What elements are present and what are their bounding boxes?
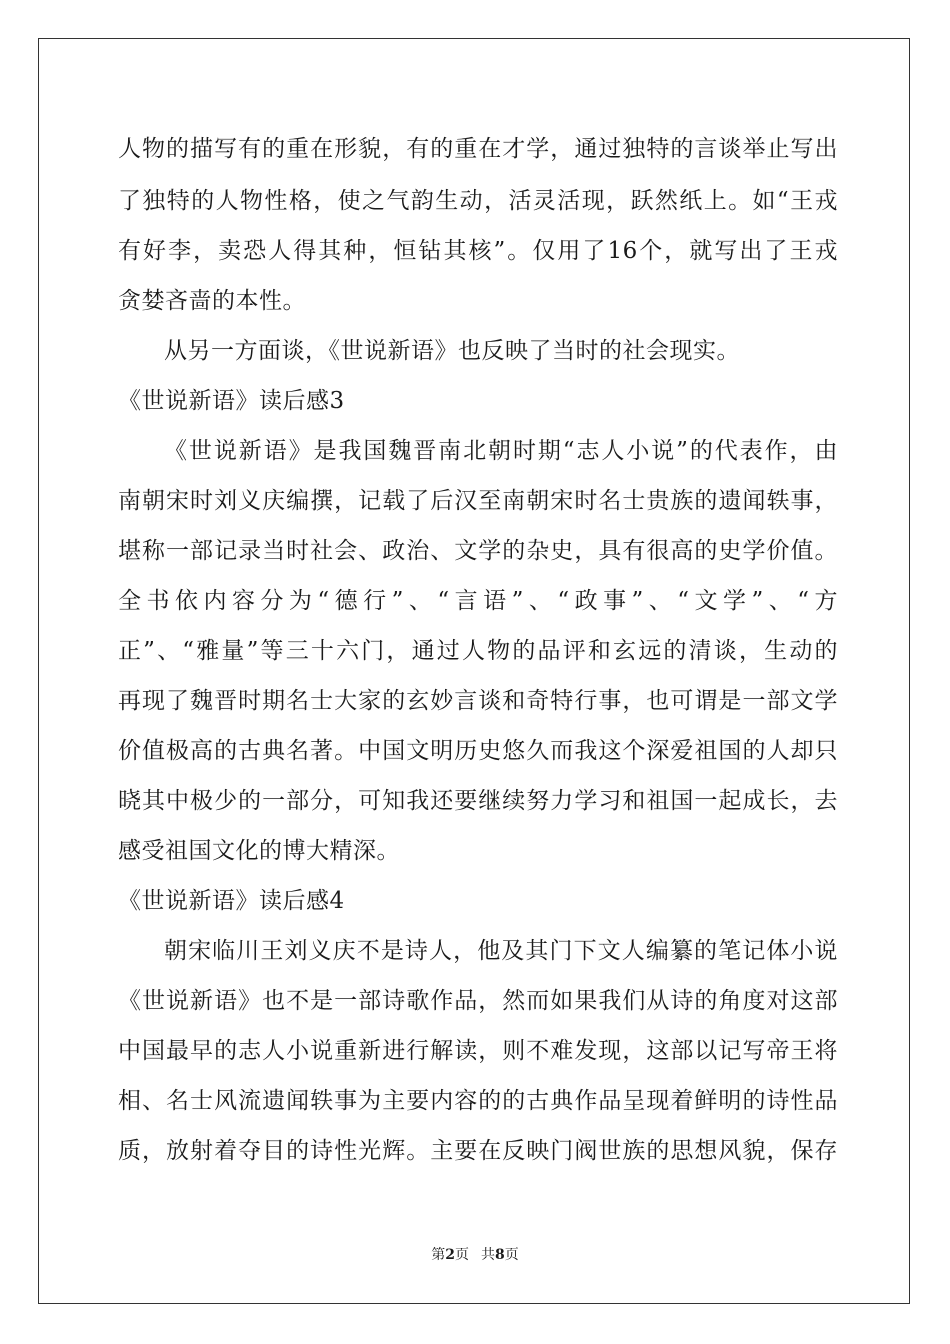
body-text-line: 南朝宋时刘义庆编撰，记载了后汉至南朝宋时名士贵族的遗闻轶事， — [118, 488, 838, 514]
body-text-line: 相、名士风流遗闻轶事为主要内容的的古典作品呈现着鲜明的诗性品 — [118, 1088, 838, 1114]
body-text-line: 正”、“雅量”等三十六门，通过人物的品评和玄远的清谈，生动的 — [118, 638, 838, 664]
body-text-line: 从另一方面谈，《世说新语》也反映了当时的社会现实。 — [164, 338, 740, 364]
footer-prefix: 第 — [431, 1247, 446, 1263]
body-text-line: 中国最早的志人小说重新进行解读，则不难发现，这部以记写帝王将 — [118, 1038, 838, 1064]
body-text-line: 有好李，卖恐人得其种，恒钻其核”。仅用了16个，就写出了王戎 — [118, 238, 838, 264]
body-text-line: 堪称一部记录当时社会、政治、文学的杂史，具有很高的史学价值。 — [118, 538, 838, 564]
body-text-line: 再现了魏晋时期名士大家的玄妙言谈和奇特行事，也可谓是一部文学 — [118, 688, 838, 714]
footer-page-suffix: 页 — [455, 1247, 469, 1263]
body-text-line: 晓其中极少的一部分，可知我还要继续努力学习和祖国一起成长，去 — [118, 788, 838, 814]
body-text-line: 《世说新语》也不是一部诗歌作品，然而如果我们从诗的角度对这部 — [118, 988, 838, 1014]
body-text-line: 全书依内容分为“德行”、“言语”、“政事”、“文学”、“方 — [118, 588, 838, 614]
body-text-line: 感受祖国文化的博大精深。 — [118, 838, 400, 864]
body-text-line: 了独特的人物性格，使之气韵生动，活灵活现，跃然纸上。如“王戎 — [118, 188, 838, 214]
body-text-line: 价值极高的古典名著。中国文明历史悠久而我这个深爱祖国的人却只 — [118, 738, 838, 764]
footer-total-prefix: 共 — [481, 1247, 495, 1263]
body-text-line: 朝宋临川王刘义庆不是诗人，他及其门下文人编纂的笔记体小说 — [164, 938, 838, 964]
current-page-number: 2 — [445, 1247, 455, 1263]
body-text-line: 《世说新语》是我国魏晋南北朝时期“志人小说”的代表作，由 — [164, 438, 838, 464]
footer-total-suffix: 页 — [504, 1247, 519, 1263]
section-heading: 《世说新语》读后感4 — [118, 888, 345, 914]
total-page-number: 8 — [495, 1247, 505, 1263]
page-footer — [0, 1246, 950, 1264]
body-text-line: 人物的描写有的重在形貌，有的重在才学，通过独特的言谈举止写出 — [118, 136, 838, 162]
body-text-line: 贪婪吝啬的本性。 — [118, 288, 306, 314]
section-heading: 《世说新语》读后感3 — [118, 388, 345, 414]
body-text-line: 质，放射着夺目的诗性光辉。主要在反映门阀世族的思想风貌，保存 — [118, 1138, 838, 1164]
